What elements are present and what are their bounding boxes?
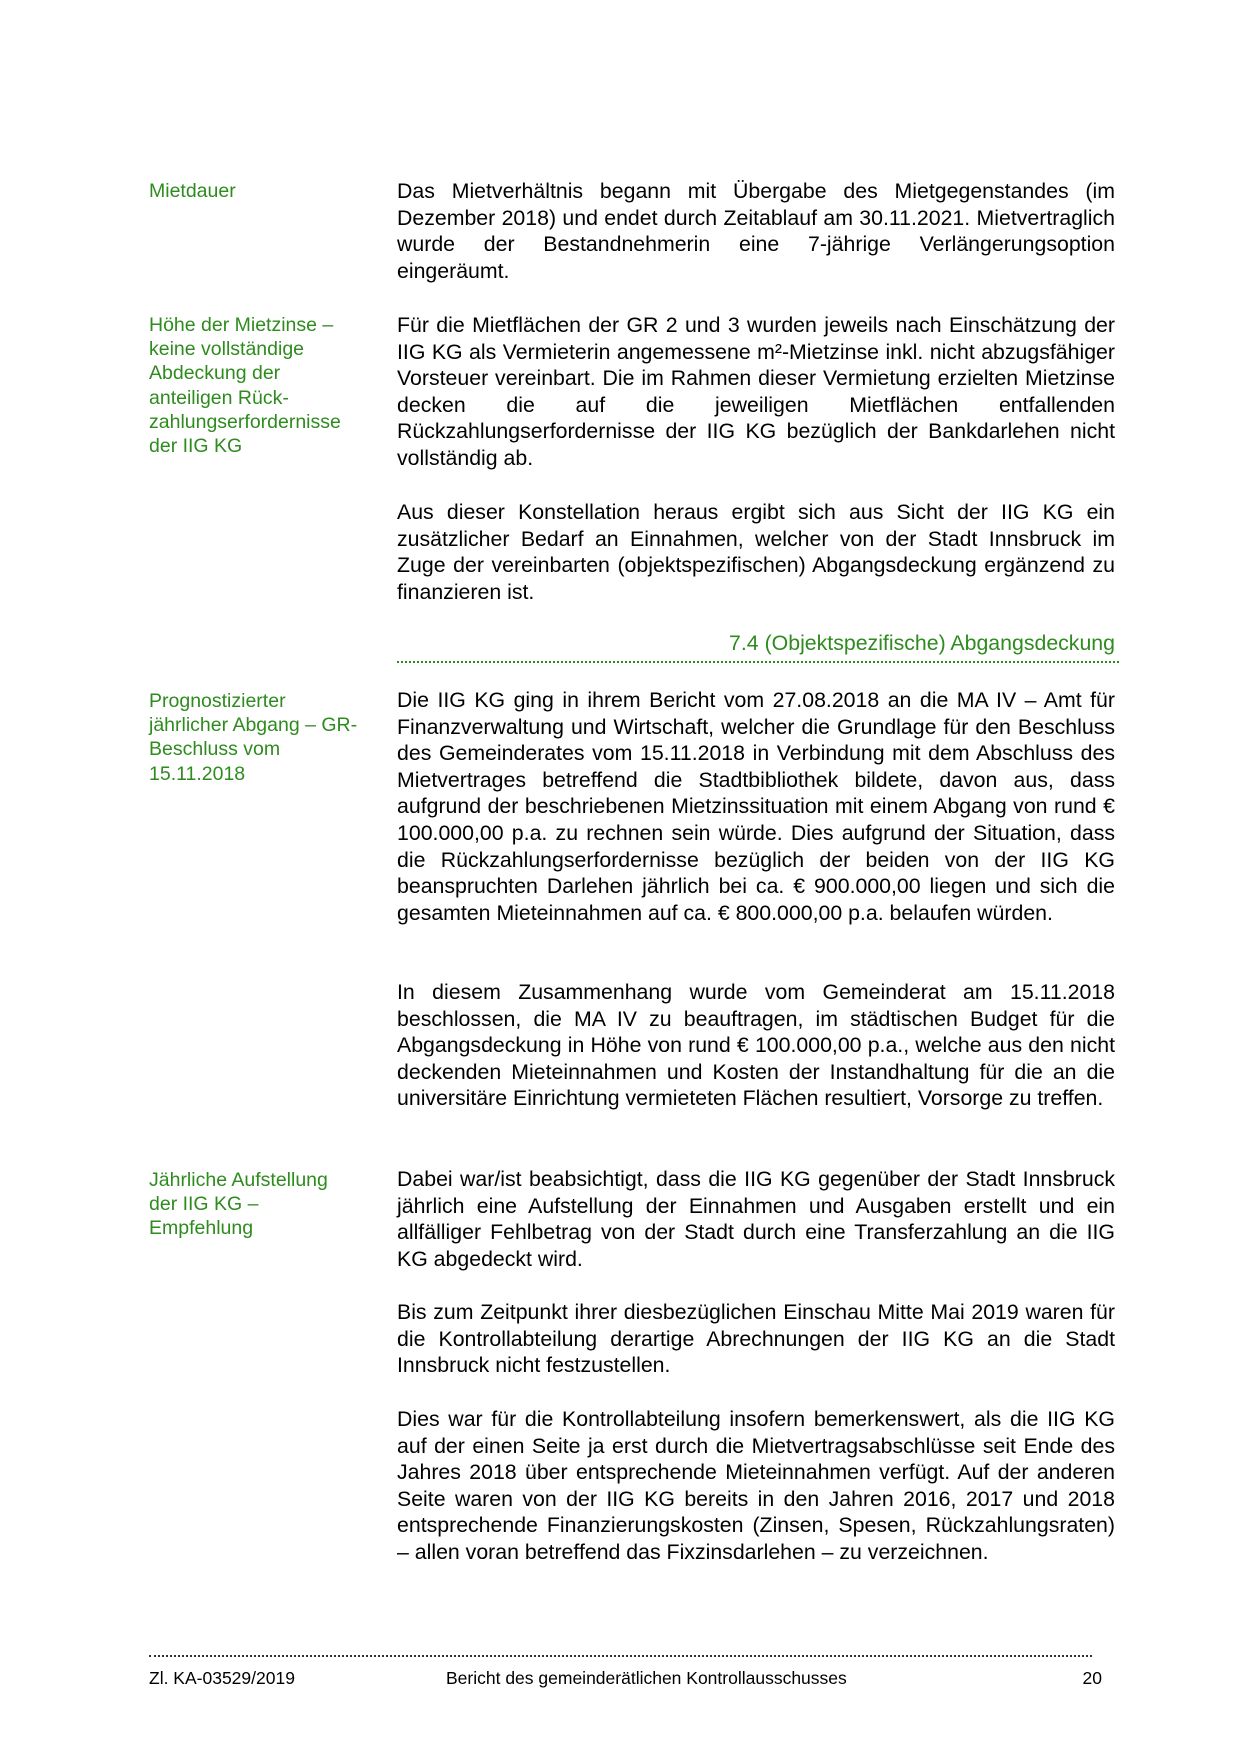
footer-divider	[149, 1655, 1092, 1657]
paragraph-gemeinderat-beschluss: In diesem Zusammenhang wurde vom Gemeinderat am 15.11.2018 beschlossen, die MA IV zu beauftragen, im städtischen Budget für die Abgangsdeckung in Höhe von rund € 100.000,00 p.a., welche aus den nicht deckenden Mieteinnahmen und Kosten der Instandhaltung für die an die universitäre Einrichtung vermieteten Flächen resultiert, Vorsorge zu treffen.	[397, 980, 1115, 1111]
paragraph-mietflaechen: Für die Mietflächen der GR 2 und 3 wurden jeweils nach Einschätzung der IIG KG als Vermieterin angemessene m²-Mietzinse inkl. nicht abzugsfähiger Vorsteuer vereinbart. Die im Rahmen dieser Vermietung erzielten Mietzinse decken die auf die jeweiligen Mietflächen entfallenden Rückzahlungserfordernisse der IIG KG bezüglich der Bankdarlehen nicht vollständig ab.	[397, 313, 1115, 470]
paragraph-einschau: Bis zum Zeitpunkt ihrer diesbezüglichen Einschau Mitte Mai 2019 waren für die Kontrollabteilung derartige Abrechnungen der IIG KG an die Stadt Innsbruck nicht festzustellen.	[397, 1300, 1115, 1378]
paragraph-konstellation: Aus dieser Konstellation heraus ergibt sich aus Sicht der IIG KG ein zusätzlicher Bedarf an Einnahmen, welcher von der Stadt Innsbruck im Zuge der vereinbarten (objektspezifischen) Abgangsdeckung ergänzend zu finanzieren ist.	[397, 500, 1115, 604]
footer-report-title: Bericht des gemeinderätlichen Kontrollausschusses	[446, 1668, 847, 1688]
section-heading-7-4: 7.4 (Objektspezifische) Abgangsdeckung	[729, 631, 1115, 655]
margin-note-jaehrliche-aufstellung: Jährliche Aufstellung der IIG KG – Empfehlung	[149, 1169, 328, 1240]
paragraph-mietverhaeltnis: Das Mietverhältnis begann mit Übergabe des Mietgegenstandes (im Dezember 2018) und endet durch Zeitablauf am 30.11.2021. Mietvertraglich wurde der Bestandnehmerin eine 7-jährige Verlängerungsoption eingeräumt.	[397, 179, 1115, 283]
footer-reference: Zl. KA-03529/2019	[149, 1668, 295, 1688]
page-number: 20	[1082, 1668, 1102, 1688]
margin-note-mietdauer: Mietdauer	[149, 180, 236, 202]
margin-note-hoehe-der-mietzinse: Höhe der Mietzinse – keine vollständige Abdeckung der anteiligen Rück-zahlungserfordernisse der IIG KG	[149, 314, 341, 458]
paragraph-bericht-iig-kg: Die IIG KG ging in ihrem Bericht vom 27.08.2018 an die MA IV – Amt für Finanzverwaltung und Wirtschaft, welcher die Grundlage für den Beschluss des Gemeinderates vom 15.11.2018 in Verbindung mit dem Abschluss des Mietvertrages betreffend die Stadtbibliothek bildete, davon aus, dass aufgrund der beschriebenen Mietzinssituation mit einem Abgang von rund € 100.000,00 p.a. zu rechnen sein würde. Dies aufgrund der Situation, dass die Rückzahlungserfordernisse bezüglich der beiden von der IIG KG beanspruchten Darlehen jährlich bei ca. € 900.000,00 liegen und sich die gesamten Mieteinnahmen auf ca. € 800.000,00 p.a. belaufen würden.	[397, 688, 1115, 925]
margin-note-prognostizierter-abgang: Prognostizierter jährlicher Abgang – GR-Beschluss vom 15.11.2018	[149, 690, 358, 785]
paragraph-beabsichtigt: Dabei war/ist beabsichtigt, dass die IIG KG gegenüber der Stadt Innsbruck jährlich eine Aufstellung der Einnahmen und Ausgaben erstellt und ein allfälliger Fehlbetrag von der Stadt durch eine Transferzahlung an die IIG KG abgedeckt wird.	[397, 1167, 1115, 1271]
section-divider	[397, 661, 1119, 663]
paragraph-bemerkenswert: Dies war für die Kontrollabteilung insofern bemerkenswert, als die IIG KG auf der einen Seite ja erst durch die Mietvertragsabschlüsse seit Ende des Jahres 2018 über entsprechende Mieteinnahmen verfügt. Auf der anderen Seite waren von der IIG KG bereits in den Jahren 2016, 2017 und 2018 entsprechende Finanzierungskosten (Zinsen, Spesen, Rückzahlungsraten) – allen voran betreffend das Fixzinsdarlehen – zu verzeichnen.	[397, 1407, 1115, 1564]
